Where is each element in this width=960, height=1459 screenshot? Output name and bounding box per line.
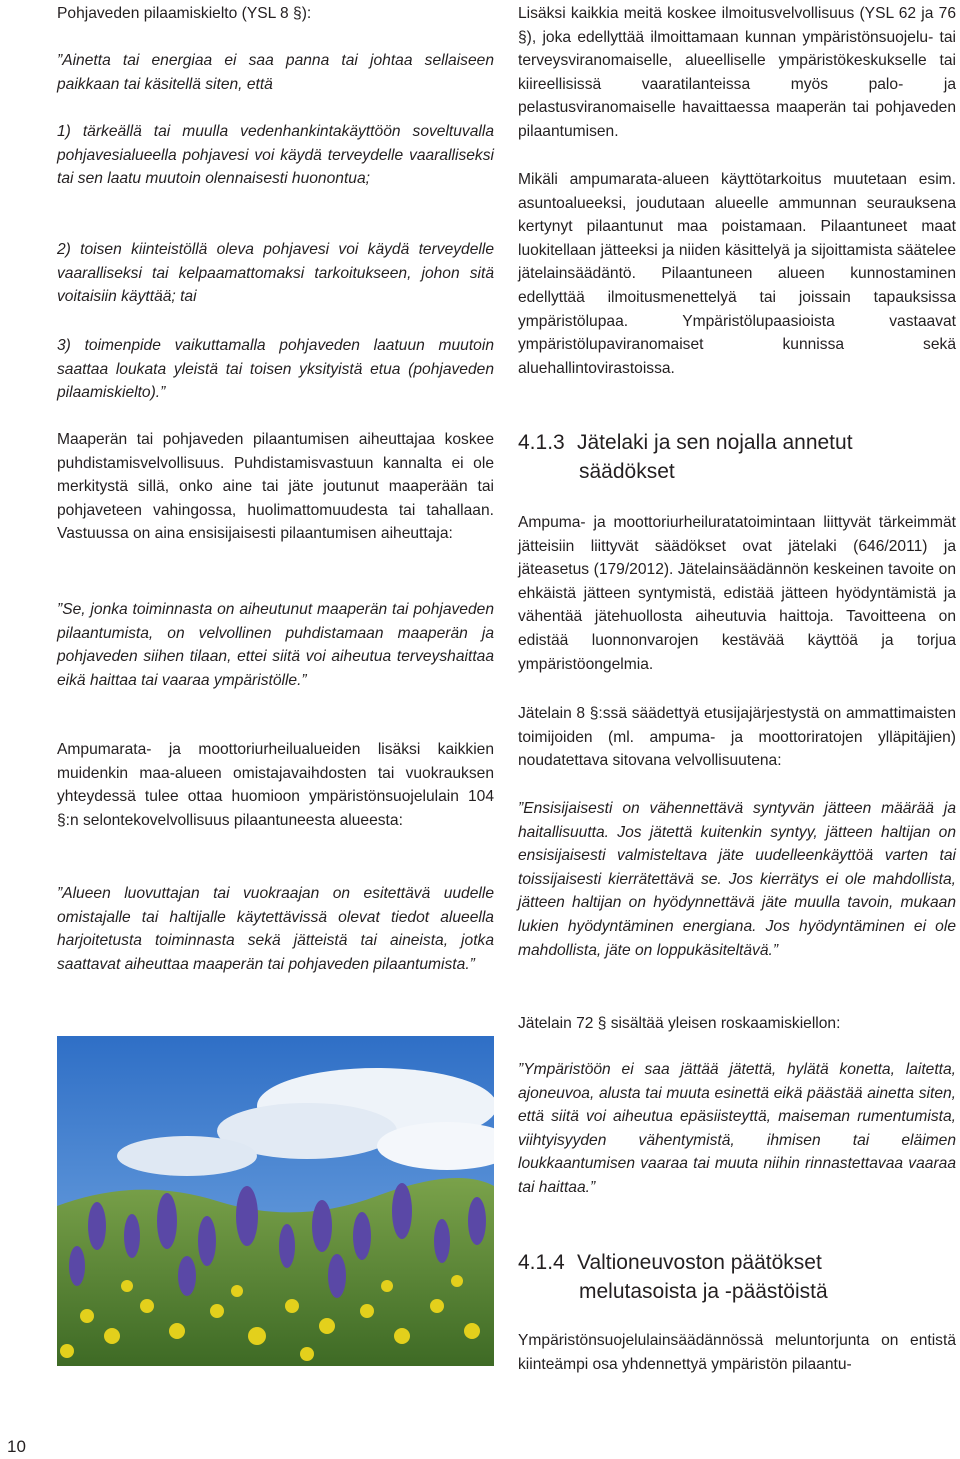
littering-paragraph: Jätelain 72 § sisältää yleisen roskaamiskiellon: — [518, 1015, 841, 1032]
noise-paragraph: Ympäristönsuojelulainsäädännössä meluntorjunta on entistä kiinteämpi osa yhdennettyä ympäristön pilaantu- — [518, 1332, 956, 1373]
littering-quote: ”Ympäristöön ei saa jättää jätettä, hylätä konetta, laitetta, ajoneuvoa, alusta tai muuta esinettä eikä päästää ainetta siten, että siitä voi aiheutua epäsiisteyttä, maiseman rumentumista, viihtyisyyden vähentymistä, ihmisen tai eläimen loukkaantumisen vaaraa tai muuta niihin rinnastettavaa vaaraa tai haittaa.” — [518, 1061, 956, 1196]
page-number: 10 — [7, 1437, 26, 1456]
groundwater-heading: Pohjaveden pilaamiskielto (YSL 8 §): — [57, 5, 312, 22]
priority-order-paragraph: Jätelain 8 §:ssä säädettyä etusijajärjestystä on ammattimaisten toimijoiden (ml. ampuma- ja moottoriratojen ylläpitäjien) noudatettava sitovana velvollisuutena: — [518, 705, 956, 770]
cleanup-quote: ”Se, jonka toiminnasta on aiheutunut maaperän tai pohjaveden pilaantumista, on velvollinen puhdistamaan maaperän ja pohjaveden siihen tilaan, ettei siitä voi aiheutua terveyshaittaa eikä haittaa tai vaaraa ympäristölle.” — [57, 601, 494, 689]
notification-paragraph: Lisäksi kaikkia meitä koskee ilmoitusvelvollisuus (YSL 62 ja 76 §), joka edellyttää ilmoittamaan kunnan ympäristönsuojelu- tai terveysviranomaiselle, alueelliselle ympäristökeskukselle tai kiireellisissä vaaratilanteissa myös palo- ja pelastusviranomaiselle havaittaessa maaperän tai pohjaveden pilaantumisen. — [518, 5, 956, 140]
land-use-paragraph: Mikäli ampumarata-alueen käyttötarkoitus muutetaan esim. asuntoalueeksi, joudutaan alueelle ammunnan seurauksena kertynyt pilaantunut maa poistamaan. Pilaantuneet maat luokitellaan jätteeksi ja niiden käsittelyä ja sijoittamista säätelee jätelainsäädäntö. Pilaantuneen alueen kunnostaminen edellyttää ilmoitusmenettelyä tai joissain tapauksissa ympäristölupaa. Ympäristölupaasioista vastaavat ympäristölupaviranomaiset kunnissa sekä aluehallintovirastoissa. — [518, 171, 956, 377]
ownership-paragraph: Ampumarata- ja moottoriurheilualueiden lisäksi kaikkien muidenkin maa-alueen omistajavaihdosten tai vuokrauksen yhteydessä tulee ottaa huomioon ympäristönsuojelulain 104 §:n selontekovelvollisuus pilaantuneesta alueesta: — [57, 741, 494, 829]
section-title-line-2: melutasoista ja -päästöistä — [579, 1280, 828, 1303]
section-heading-4-1-4 — [518, 1248, 956, 1306]
section-title-line-1: Jätelaki ja sen nojalla annetut — [577, 431, 853, 454]
quote-item-1: 1) tärkeällä tai muulla vedenhankintakäyttöön soveltuvalla pohjavesialueella pohjavesi voi käydä terveydelle vaaralliseksi tai sen laatu muutoin olennaisesti huonontua; — [57, 123, 494, 188]
section-heading-4-1-3 — [518, 428, 956, 486]
section-number: 4.1.3 — [518, 431, 565, 454]
section-title-line-2: säädökset — [579, 460, 675, 483]
meadow-flowers-photo — [57, 1036, 494, 1366]
section-title-line-1: Valtioneuvoston päätökset — [577, 1251, 822, 1274]
quote-item-3: 3) toimenpide vaikuttamalla pohjaveden laatuun muutoin saattaa loukata yleistä tai toisen yksityistä etua (pohjaveden pilaamiskielto).” — [57, 337, 494, 402]
priority-quote: ”Ensisijaisesti on vähennettävä syntyvän jätteen määrää ja haitallisuutta. Jos jätettä kuitenkin syntyy, jätteen haltijan on ensisijaisesti valmisteltava jäte uudelleenkäyttöä varten tai toissijaisesti kierrätettävä se. Jos kierrätys ei ole mahdollista, jätteen haltijan on hyödynnettävä jäte muulla tavoin, mukaan lukien hyödyntäminen energiana. Jos hyödyntäminen ei ole mahdollista, jäte on loppukäsiteltävä.” — [518, 800, 956, 959]
cleanup-paragraph: Maaperän tai pohjaveden pilaantumisen aiheuttajaa koskee puhdistamisvelvollisuus. Puhdistamisvastuun kannalta ei ole merkitystä sillä, onko aine tai jäte joutunut maaperään tai pohjaveteen vahingossa, huolimattomuudesta tai tahallaan. Vastuussa on aina ensisijaisesti pilaantumisen aiheuttaja: — [57, 431, 494, 543]
disclosure-quote: ”Alueen luovuttajan tai vuokraajan on esitettävä uudelle omistajalle tai haltijalle käytettävissä olevat tiedot alueella harjoitetusta toiminnasta sekä jätteistä tai aineista, jotka saattavat aiheuttaa maaperän tai pohjaveden pilaantumista.” — [57, 885, 494, 973]
meadow-illustration — [57, 1036, 494, 1366]
quote-intro: ”Ainetta tai energiaa ei saa panna tai johtaa sellaiseen paikkaan tai käsitellä siten, että — [57, 52, 494, 93]
section-number: 4.1.4 — [518, 1251, 565, 1274]
waste-law-paragraph: Ampuma- ja moottoriurheiluratatoimintaan liittyvät tärkeimmät jätteisiin liittyvät säädökset ovat jätelaki (646/2011) ja jäteasetus (179/2012). Jätelainsäädännön keskeinen tavoite on ehkäistä jätteen syntymistä, edistää jätteen hyödyntämistä ja vähentää jätehuollosta aiheutuvia haittoja. Tavoitteena on edistää luonnonvarojen kestävää käyttöä ja torjua ympäristöongelmia. — [518, 514, 956, 673]
quote-item-2: 2) toisen kiinteistöllä oleva pohjavesi voi käydä terveydelle vaaralliseksi tai kelpaamattomaksi tarkoitukseen, johon sitä voitaisiin käyttää; tai — [57, 241, 494, 306]
